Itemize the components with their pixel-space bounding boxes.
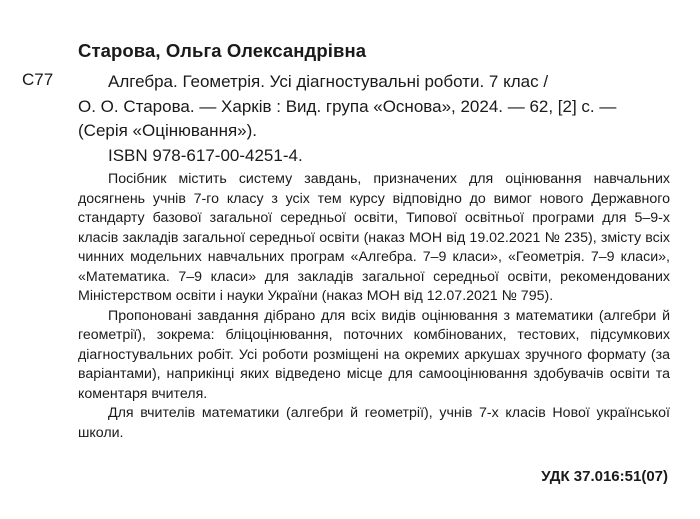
- abstract-paragraph-2: Пропоновані завдання дібрано для всіх видів оцінювання з математики (алгебри й геометрії), зокрема: бліцоцінювання, поточних комбінованих, тестових, підсумкових діагностувальних робіт. Усі роботи розміщені на окремих аркушах зручного формату (за варіантами), наприкінці яких відведено місце для самооцінювання здобувачів освіти та коментаря вчителя.: [78, 307, 670, 402]
- udk-code: УДК 37.016:51(07): [541, 468, 668, 485]
- abstract: [78, 170, 670, 443]
- bibliographic-entry: [78, 70, 670, 144]
- classification-code: С77: [22, 70, 54, 89]
- abstract-paragraph-3: Для вчителів математики (алгебри й геометрії), учнів 7-х класів Нової української школи.: [78, 405, 670, 441]
- title-line-2: О. О. Старова. — Харків : Вид. група «Основа», 2024. — 62, [2] с. —: [78, 96, 617, 116]
- isbn: ISBN 978-617-00-4251-4.: [108, 146, 303, 165]
- title-line-3: (Серія «Оцінювання»).: [78, 121, 257, 140]
- abstract-paragraph-1: Посібник містить систему завдань, призначених для оцінювання навчальних досягнень учнів 7-го класу з усіх тем курсу відповідно до вимог нового Державного стандарту базової загальної середньої освіти, Типової освітньої програми для 5–9-х класів закладів загальної середньої освіти (наказ МОН від 19.02.2021 № 235), змісту всіх чинних модельних навчальних програм «Алгебра. 7–9 класи», «Геометрія. 7–9 класи», «Математика. 7–9 класи» для закладів загальної середньої освіти, рекомендованих Міністерством освіти і науки України (наказ МОН від 12.07.2021 № 795).: [78, 171, 670, 304]
- author-name: Старова, Ольга Олександрівна: [78, 40, 367, 61]
- title-line-1: Алгебра. Геометрія. Усі діагностувальні роботи. 7 клас /: [108, 72, 549, 91]
